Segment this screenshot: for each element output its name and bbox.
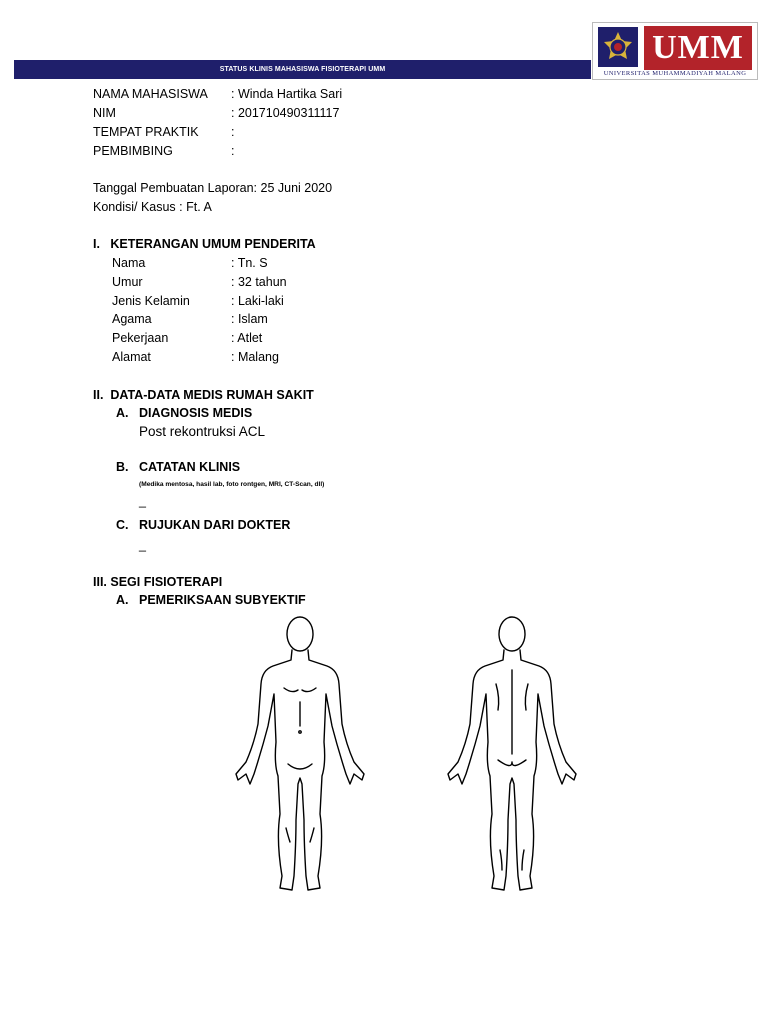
patient-field-label: Pekerjaan — [112, 331, 169, 345]
clinical-notes-value: _ — [139, 494, 146, 508]
report-date: Tanggal Pembuatan Laporan: 25 Juni 2020 — [93, 181, 333, 195]
patient-field-label: Alamat — [112, 350, 151, 364]
patient-field-value: : Islam — [231, 312, 268, 326]
patient-field-row — [112, 256, 268, 270]
doctor-referral-value: _ — [139, 538, 146, 552]
patient-field-value: : 32 tahun — [231, 275, 287, 289]
practice-place-label: TEMPAT PRAKTIK — [93, 125, 199, 139]
doctor-referral-heading — [116, 518, 290, 532]
diagnosis-value: Post rekontruksi ACL — [139, 424, 266, 439]
university-emblem-icon — [598, 27, 638, 67]
student-name-row — [93, 87, 342, 101]
clinical-notes-hint: (Medika mentosa, hasil lab, foto rontgen, MRI, CT-Scan, dll) — [139, 481, 325, 488]
supervisor-value: : — [231, 144, 235, 158]
clinical-notes-heading — [116, 460, 240, 474]
subjective-exam-title: PEMERIKSAAN SUBYEKTIF — [139, 593, 306, 607]
supervisor-row — [93, 144, 234, 158]
doctor-referral-letter: C. — [116, 518, 129, 532]
section-1-heading: I. KETERANGAN UMUM PENDERITA — [93, 237, 316, 251]
patient-field-label: Agama — [112, 312, 152, 326]
doctor-referral-title: RUJUKAN DARI DOKTER — [139, 518, 291, 532]
patient-field-label: Nama — [112, 256, 146, 270]
logo-subtitle: UNIVERSITAS MUHAMMADIYAH MALANG — [603, 70, 747, 77]
section-3-heading: III. SEGI FISIOTERAPI — [93, 575, 223, 589]
patient-field-row — [112, 294, 284, 308]
patient-field-value: : Tn. S — [231, 256, 268, 270]
patient-field-value: : Atlet — [231, 331, 263, 345]
clinical-notes-letter: B. — [116, 460, 129, 474]
student-name-value: : Winda Hartika Sari — [231, 87, 343, 101]
nim-row — [93, 106, 339, 120]
umm-logo — [592, 22, 758, 80]
clinical-notes-title: CATATAN KLINIS — [139, 460, 241, 474]
diagnosis-letter: A. — [116, 406, 129, 420]
nim-value: : 201710490311117 — [231, 106, 340, 120]
patient-field-value: : Malang — [231, 350, 279, 364]
section-2-heading: II. DATA-DATA MEDIS RUMAH SAKIT — [93, 388, 314, 402]
patient-field-label: Jenis Kelamin — [112, 294, 190, 308]
header-bar: STATUS KLINIS MAHASISWA FISIOTERAPI UMM — [14, 60, 591, 79]
patient-field-label: Umur — [112, 275, 143, 289]
logo-text: UMM — [644, 26, 752, 70]
nim-label: NIM — [93, 106, 116, 120]
body-back-diagram — [440, 614, 584, 894]
case-line: Kondisi/ Kasus : Ft. A — [93, 200, 212, 214]
diagnosis-title: DIAGNOSIS MEDIS — [139, 406, 253, 420]
patient-field-value: : Laki-laki — [231, 294, 284, 308]
patient-field-row — [112, 312, 268, 326]
subjective-exam-letter: A. — [116, 593, 129, 607]
student-name-label: NAMA MAHASISWA — [93, 87, 208, 101]
supervisor-label: PEMBIMBING — [93, 144, 173, 158]
practice-place-value: : — [231, 125, 235, 139]
practice-place-row — [93, 125, 234, 139]
patient-field-row — [112, 275, 287, 289]
body-front-diagram — [228, 614, 372, 894]
patient-field-row — [112, 331, 262, 345]
subjective-exam-heading — [116, 593, 306, 607]
diagnosis-heading — [116, 406, 252, 420]
patient-field-row — [112, 350, 279, 364]
